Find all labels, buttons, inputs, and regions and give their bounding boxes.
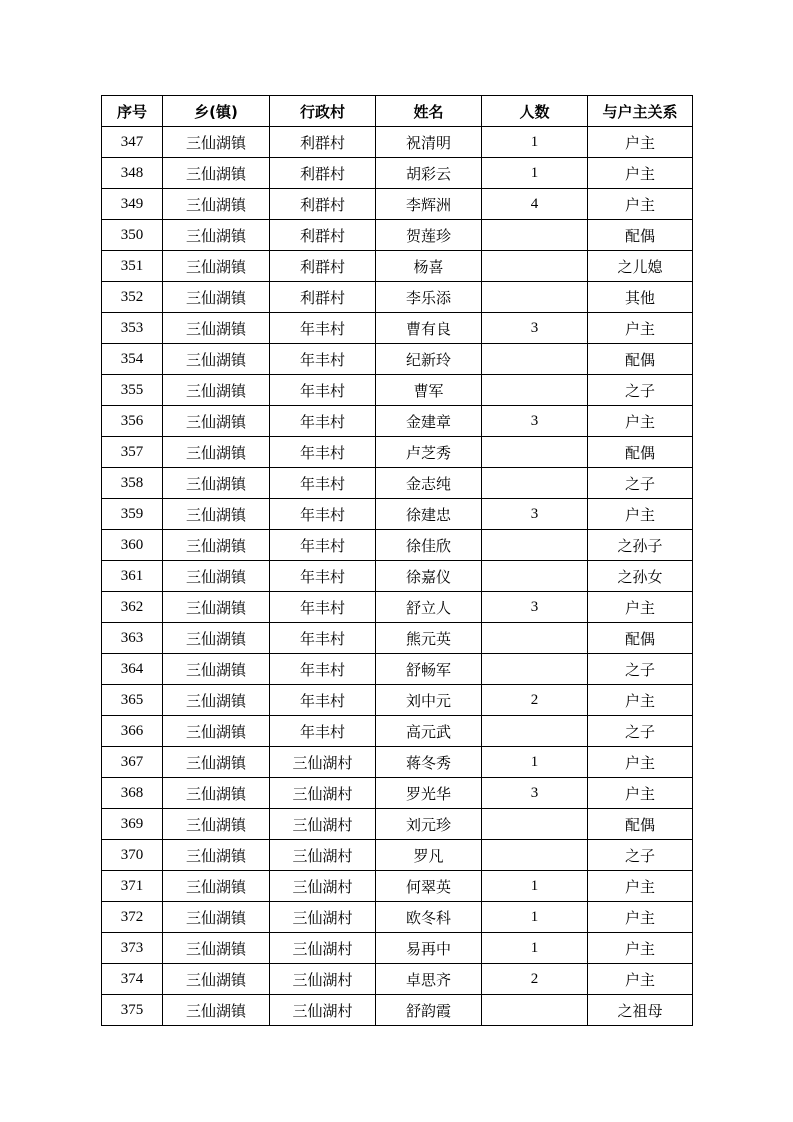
cell-index: 374 — [102, 964, 163, 995]
cell-name: 罗光华 — [376, 778, 482, 809]
cell-village: 年丰村 — [270, 530, 376, 561]
cell-index: 358 — [102, 468, 163, 499]
cell-name: 金志纯 — [376, 468, 482, 499]
cell-name: 徐嘉仪 — [376, 561, 482, 592]
cell-town: 三仙湖镇 — [163, 468, 270, 499]
cell-name: 纪新玲 — [376, 344, 482, 375]
cell-count — [482, 530, 588, 561]
cell-count: 3 — [482, 778, 588, 809]
cell-relation: 户主 — [588, 685, 693, 716]
cell-name: 胡彩云 — [376, 158, 482, 189]
cell-village: 年丰村 — [270, 499, 376, 530]
cell-name: 刘中元 — [376, 685, 482, 716]
cell-count: 3 — [482, 406, 588, 437]
cell-village: 年丰村 — [270, 406, 376, 437]
cell-town: 三仙湖镇 — [163, 716, 270, 747]
cell-relation: 之孙女 — [588, 561, 693, 592]
cell-count: 1 — [482, 127, 588, 158]
cell-count: 1 — [482, 747, 588, 778]
cell-town: 三仙湖镇 — [163, 189, 270, 220]
cell-town: 三仙湖镇 — [163, 871, 270, 902]
cell-town: 三仙湖镇 — [163, 623, 270, 654]
cell-index: 366 — [102, 716, 163, 747]
cell-village: 年丰村 — [270, 437, 376, 468]
cell-village: 三仙湖村 — [270, 778, 376, 809]
cell-count — [482, 468, 588, 499]
cell-relation: 户主 — [588, 499, 693, 530]
cell-relation: 户主 — [588, 158, 693, 189]
cell-index: 356 — [102, 406, 163, 437]
cell-count: 1 — [482, 933, 588, 964]
table-row — [102, 623, 693, 654]
cell-town: 三仙湖镇 — [163, 282, 270, 313]
table-row — [102, 592, 693, 623]
cell-relation: 配偶 — [588, 344, 693, 375]
cell-name: 金建章 — [376, 406, 482, 437]
cell-town: 三仙湖镇 — [163, 747, 270, 778]
table-row — [102, 747, 693, 778]
cell-town: 三仙湖镇 — [163, 251, 270, 282]
cell-index: 372 — [102, 902, 163, 933]
cell-count — [482, 344, 588, 375]
table-row — [102, 375, 693, 406]
cell-index: 362 — [102, 592, 163, 623]
header-town: 乡(镇) — [163, 96, 270, 127]
cell-town: 三仙湖镇 — [163, 964, 270, 995]
cell-count — [482, 840, 588, 871]
header-village: 行政村 — [270, 96, 376, 127]
cell-name: 何翠英 — [376, 871, 482, 902]
cell-count — [482, 220, 588, 251]
cell-name: 罗凡 — [376, 840, 482, 871]
table-row — [102, 282, 693, 313]
cell-village: 年丰村 — [270, 313, 376, 344]
cell-name: 易再中 — [376, 933, 482, 964]
cell-index: 360 — [102, 530, 163, 561]
cell-name: 熊元英 — [376, 623, 482, 654]
cell-town: 三仙湖镇 — [163, 375, 270, 406]
cell-count — [482, 282, 588, 313]
table-row — [102, 809, 693, 840]
cell-index: 365 — [102, 685, 163, 716]
table-row — [102, 158, 693, 189]
cell-index: 373 — [102, 933, 163, 964]
cell-relation: 之子 — [588, 716, 693, 747]
cell-town: 三仙湖镇 — [163, 995, 270, 1026]
cell-village: 三仙湖村 — [270, 747, 376, 778]
cell-count: 1 — [482, 158, 588, 189]
table-body — [102, 127, 693, 1026]
cell-town: 三仙湖镇 — [163, 933, 270, 964]
cell-town: 三仙湖镇 — [163, 592, 270, 623]
header-relation: 与户主关系 — [588, 96, 693, 127]
table-row — [102, 468, 693, 499]
table-row — [102, 654, 693, 685]
cell-index: 347 — [102, 127, 163, 158]
cell-count: 3 — [482, 499, 588, 530]
cell-index: 367 — [102, 747, 163, 778]
cell-count: 1 — [482, 871, 588, 902]
cell-relation: 户主 — [588, 592, 693, 623]
cell-index: 353 — [102, 313, 163, 344]
cell-relation: 户主 — [588, 313, 693, 344]
table-row — [102, 406, 693, 437]
cell-town: 三仙湖镇 — [163, 530, 270, 561]
cell-index: 355 — [102, 375, 163, 406]
cell-count — [482, 809, 588, 840]
cell-index: 354 — [102, 344, 163, 375]
cell-village: 三仙湖村 — [270, 871, 376, 902]
cell-count — [482, 716, 588, 747]
cell-count — [482, 623, 588, 654]
cell-relation: 其他 — [588, 282, 693, 313]
cell-village: 三仙湖村 — [270, 964, 376, 995]
cell-relation: 之子 — [588, 468, 693, 499]
cell-relation: 配偶 — [588, 220, 693, 251]
cell-town: 三仙湖镇 — [163, 561, 270, 592]
cell-relation: 户主 — [588, 189, 693, 220]
cell-village: 年丰村 — [270, 344, 376, 375]
cell-town: 三仙湖镇 — [163, 344, 270, 375]
cell-name: 祝清明 — [376, 127, 482, 158]
cell-index: 369 — [102, 809, 163, 840]
table-row — [102, 778, 693, 809]
cell-index: 371 — [102, 871, 163, 902]
cell-relation: 配偶 — [588, 437, 693, 468]
cell-name: 杨喜 — [376, 251, 482, 282]
cell-village: 三仙湖村 — [270, 902, 376, 933]
cell-village: 年丰村 — [270, 654, 376, 685]
cell-town: 三仙湖镇 — [163, 685, 270, 716]
cell-name: 曹军 — [376, 375, 482, 406]
table-row — [102, 220, 693, 251]
cell-index: 357 — [102, 437, 163, 468]
cell-town: 三仙湖镇 — [163, 654, 270, 685]
cell-name: 卢芝秀 — [376, 437, 482, 468]
cell-name: 卓思齐 — [376, 964, 482, 995]
cell-town: 三仙湖镇 — [163, 158, 270, 189]
header-index: 序号 — [102, 96, 163, 127]
table-row — [102, 871, 693, 902]
cell-relation: 之子 — [588, 375, 693, 406]
cell-name: 刘元珍 — [376, 809, 482, 840]
cell-relation: 户主 — [588, 964, 693, 995]
cell-village: 利群村 — [270, 251, 376, 282]
cell-name: 李辉洲 — [376, 189, 482, 220]
cell-village: 年丰村 — [270, 375, 376, 406]
cell-name: 欧冬科 — [376, 902, 482, 933]
cell-count — [482, 375, 588, 406]
cell-village: 年丰村 — [270, 623, 376, 654]
cell-village: 三仙湖村 — [270, 840, 376, 871]
cell-count: 2 — [482, 964, 588, 995]
cell-town: 三仙湖镇 — [163, 127, 270, 158]
cell-relation: 配偶 — [588, 623, 693, 654]
cell-relation: 配偶 — [588, 809, 693, 840]
header-count: 人数 — [482, 96, 588, 127]
cell-relation: 之子 — [588, 654, 693, 685]
cell-count — [482, 995, 588, 1026]
table-row — [102, 313, 693, 344]
cell-index: 370 — [102, 840, 163, 871]
cell-relation: 户主 — [588, 778, 693, 809]
cell-name: 舒畅军 — [376, 654, 482, 685]
cell-village: 利群村 — [270, 189, 376, 220]
cell-village: 利群村 — [270, 220, 376, 251]
cell-index: 350 — [102, 220, 163, 251]
cell-count: 2 — [482, 685, 588, 716]
cell-town: 三仙湖镇 — [163, 220, 270, 251]
cell-name: 贺莲珍 — [376, 220, 482, 251]
cell-village: 三仙湖村 — [270, 933, 376, 964]
cell-index: 352 — [102, 282, 163, 313]
table-row — [102, 189, 693, 220]
cell-village: 年丰村 — [270, 561, 376, 592]
cell-index: 361 — [102, 561, 163, 592]
cell-count — [482, 561, 588, 592]
cell-relation: 户主 — [588, 406, 693, 437]
cell-village: 三仙湖村 — [270, 809, 376, 840]
table-row — [102, 251, 693, 282]
cell-town: 三仙湖镇 — [163, 778, 270, 809]
cell-index: 375 — [102, 995, 163, 1026]
cell-town: 三仙湖镇 — [163, 499, 270, 530]
cell-index: 359 — [102, 499, 163, 530]
cell-village: 年丰村 — [270, 592, 376, 623]
cell-village: 年丰村 — [270, 685, 376, 716]
cell-name: 舒韵霞 — [376, 995, 482, 1026]
table-row — [102, 530, 693, 561]
table-row — [102, 995, 693, 1026]
cell-relation: 之儿媳 — [588, 251, 693, 282]
cell-name: 高元武 — [376, 716, 482, 747]
cell-village: 年丰村 — [270, 468, 376, 499]
cell-village: 三仙湖村 — [270, 995, 376, 1026]
cell-count: 4 — [482, 189, 588, 220]
cell-count — [482, 654, 588, 685]
cell-town: 三仙湖镇 — [163, 313, 270, 344]
cell-relation: 之祖母 — [588, 995, 693, 1026]
cell-count: 1 — [482, 902, 588, 933]
cell-town: 三仙湖镇 — [163, 902, 270, 933]
cell-relation: 户主 — [588, 747, 693, 778]
table-row — [102, 840, 693, 871]
cell-name: 徐佳欣 — [376, 530, 482, 561]
cell-town: 三仙湖镇 — [163, 840, 270, 871]
cell-index: 351 — [102, 251, 163, 282]
table-row — [102, 685, 693, 716]
cell-name: 曹有良 — [376, 313, 482, 344]
table-row — [102, 437, 693, 468]
cell-index: 348 — [102, 158, 163, 189]
cell-town: 三仙湖镇 — [163, 437, 270, 468]
table-row — [102, 964, 693, 995]
cell-relation: 之子 — [588, 840, 693, 871]
cell-count — [482, 437, 588, 468]
table-row — [102, 127, 693, 158]
cell-relation: 户主 — [588, 127, 693, 158]
cell-village: 利群村 — [270, 158, 376, 189]
table-row — [102, 933, 693, 964]
header-name: 姓名 — [376, 96, 482, 127]
table-row — [102, 716, 693, 747]
household-roster-table — [101, 95, 693, 1026]
cell-count: 3 — [482, 313, 588, 344]
cell-count: 3 — [482, 592, 588, 623]
cell-village: 利群村 — [270, 127, 376, 158]
table-row — [102, 499, 693, 530]
cell-relation: 户主 — [588, 902, 693, 933]
table-row — [102, 344, 693, 375]
cell-town: 三仙湖镇 — [163, 809, 270, 840]
cell-relation: 之孙子 — [588, 530, 693, 561]
table-row — [102, 561, 693, 592]
cell-index: 364 — [102, 654, 163, 685]
cell-index: 368 — [102, 778, 163, 809]
cell-count — [482, 251, 588, 282]
table-row — [102, 902, 693, 933]
cell-name: 蒋冬秀 — [376, 747, 482, 778]
cell-name: 李乐添 — [376, 282, 482, 313]
cell-index: 349 — [102, 189, 163, 220]
cell-village: 利群村 — [270, 282, 376, 313]
cell-relation: 户主 — [588, 871, 693, 902]
cell-town: 三仙湖镇 — [163, 406, 270, 437]
cell-index: 363 — [102, 623, 163, 654]
cell-village: 年丰村 — [270, 716, 376, 747]
cell-name: 徐建忠 — [376, 499, 482, 530]
table-header-row — [102, 96, 693, 127]
cell-name: 舒立人 — [376, 592, 482, 623]
cell-relation: 户主 — [588, 933, 693, 964]
